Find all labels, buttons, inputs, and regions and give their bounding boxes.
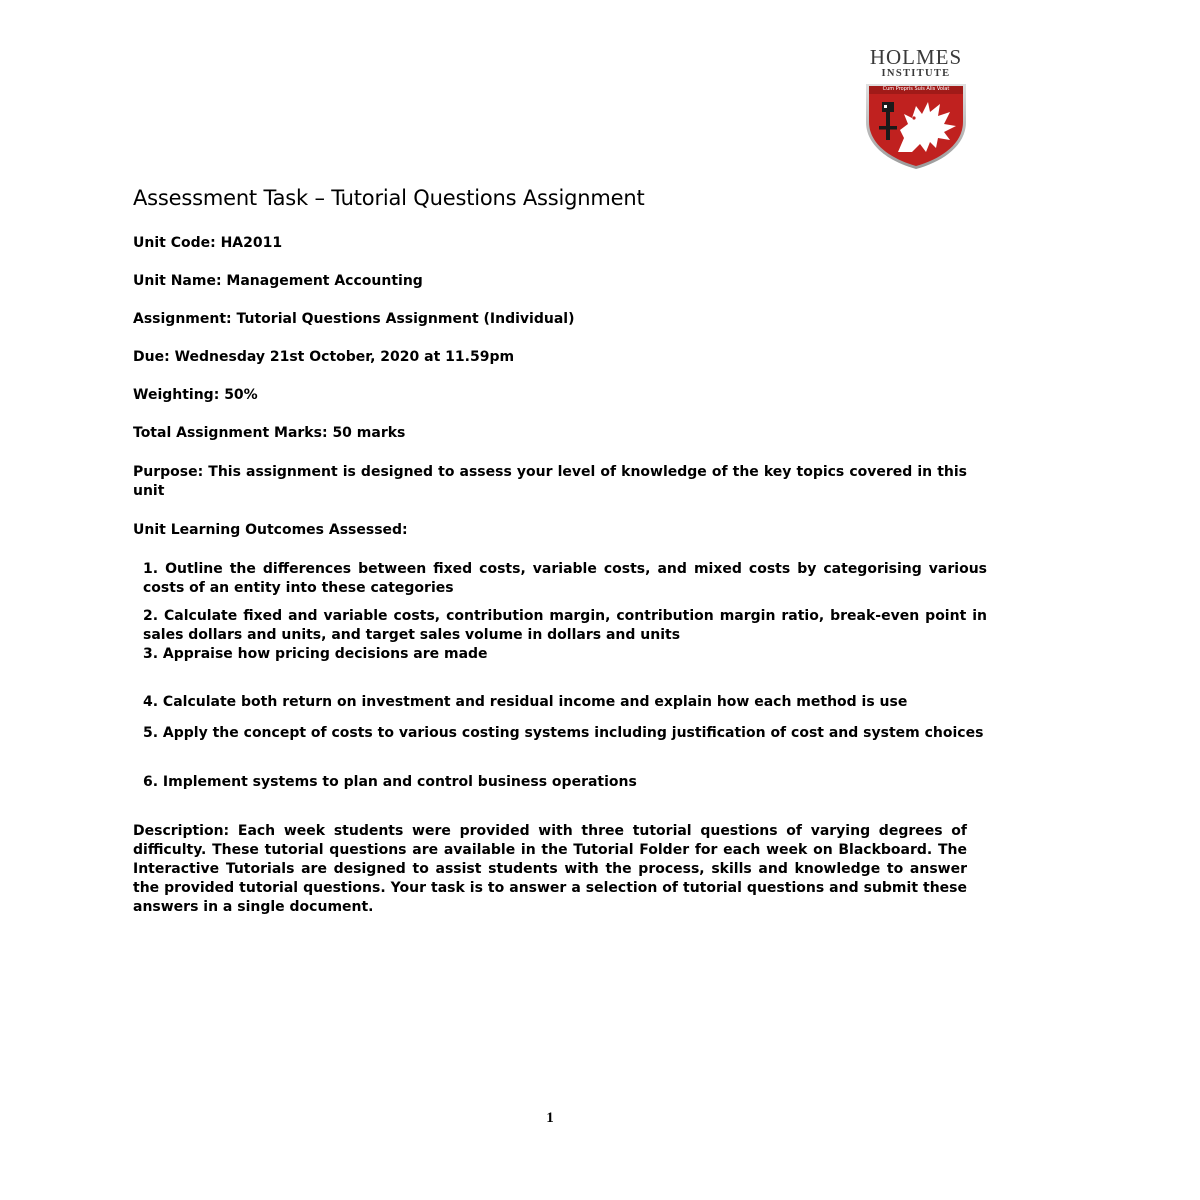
logo-wordmark: HOLMES (869, 45, 963, 69)
description-paragraph (133, 822, 967, 917)
total-marks-label: Total Assignment Marks: (133, 425, 328, 441)
assignment-field (133, 310, 574, 329)
unit-name-value: Management Accounting (226, 273, 423, 289)
purpose-text: This assignment is designed to assess your level of knowledge of the key topics covered in this unit (133, 464, 967, 499)
unit-name-label: Unit Name: (133, 273, 222, 289)
total-marks-value: 50 marks (332, 425, 406, 441)
purpose-label: Purpose: (133, 464, 204, 480)
holmes-institute-logo (862, 46, 970, 170)
logo-subtitle: INSTITUTE (881, 68, 951, 79)
griffin-shield-icon (864, 82, 968, 170)
outcome-item: 6. Implement systems to plan and control business operations (143, 774, 637, 790)
total-marks-field (133, 424, 405, 443)
document-title: Assessment Task – Tutorial Questions Assignment (133, 186, 645, 210)
weighting-field (133, 386, 258, 405)
unit-code-field (133, 234, 282, 253)
unit-name-field (133, 272, 423, 291)
due-value: Wednesday 21st October, 2020 at 11.59pm (174, 349, 515, 365)
outcome-item: 5. Apply the concept of costs to various costing systems including justification of cost and system choices (143, 725, 984, 741)
weighting-value: 50% (224, 387, 258, 403)
outcome-item: 3. Appraise how pricing decisions are made (143, 646, 488, 662)
due-field (133, 348, 514, 367)
weighting-label: Weighting: (133, 387, 220, 403)
outcome-item: 4. Calculate both return on investment and residual income and explain how each method is use (143, 694, 908, 710)
description-text: Each week students were provided with three tutorial questions of varying degrees of difficulty. These tutorial questions are available in the Tutorial Folder for each week on Blackboard. The Interactive Tutorials are designed to assist students with the process, skills and knowledge to answer the provided tutorial questions. Your task is to answer a selection of tutorial questions and submit these answers in a single document. (133, 823, 967, 915)
assignment-value: Tutorial Questions Assignment (Individual) (236, 311, 575, 327)
outcome-item: 1. Outline the differences between fixed costs, variable costs, and mixed costs by categorising various costs of an entity into these categories (143, 561, 987, 596)
outcomes-heading: Unit Learning Outcomes Assessed: (133, 522, 408, 538)
due-label: Due: (133, 349, 170, 365)
logo-motto: Cum Propris Suis Alis Volat (882, 86, 950, 92)
page-number: 1 (546, 1110, 554, 1126)
description-label: Description: (133, 823, 230, 839)
purpose-paragraph (133, 463, 967, 501)
assignment-label: Assignment: (133, 311, 232, 327)
outcome-item: 2. Calculate fixed and variable costs, contribution margin, contribution margin ratio, break-even point in sales dollars and units, and target sales volume in dollars and units (143, 608, 987, 643)
unit-code-label: Unit Code: (133, 235, 216, 251)
unit-code-value: HA2011 (220, 235, 283, 251)
